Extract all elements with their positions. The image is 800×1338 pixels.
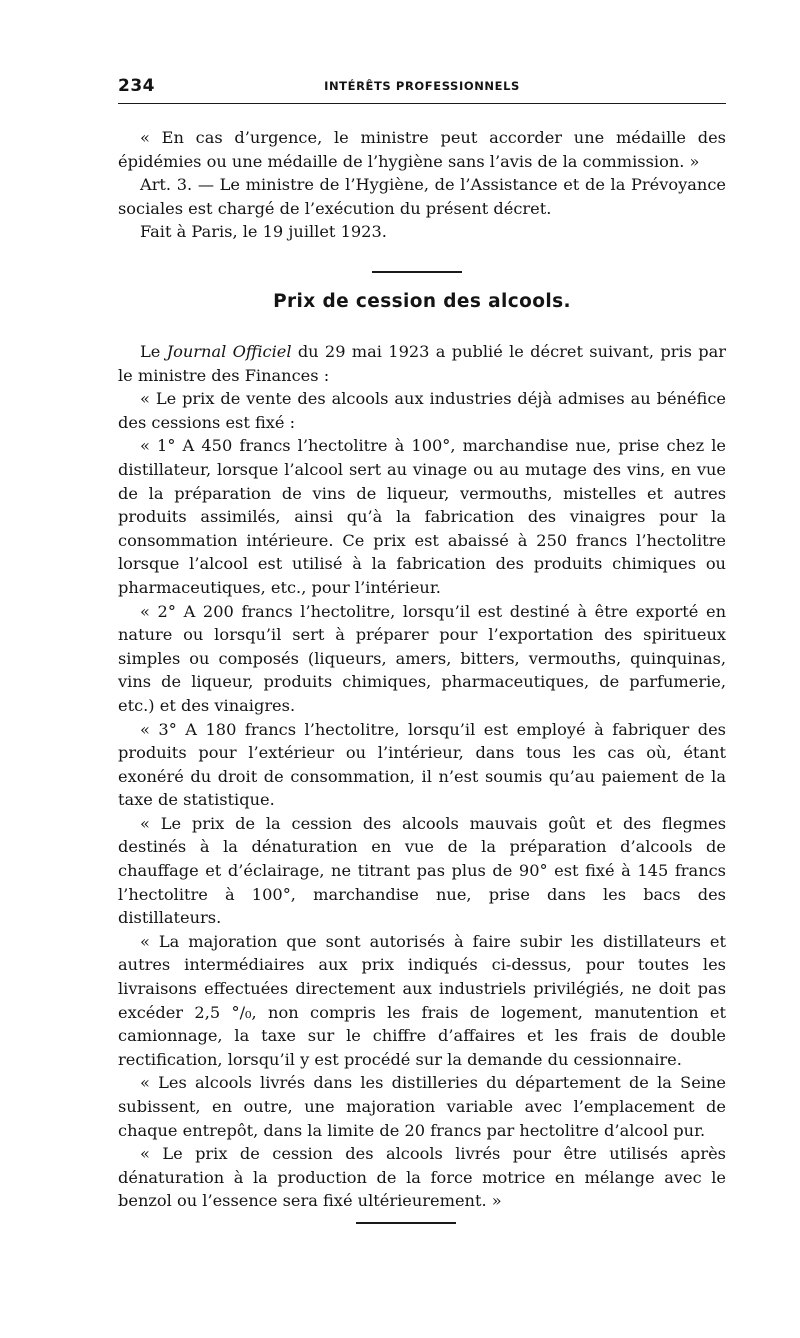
- intro-paragraph: [118, 340, 726, 387]
- section-divider: [372, 271, 462, 273]
- paragraph: Fait à Paris, le 19 juillet 1923.: [140, 222, 387, 242]
- paragraph: « Le prix de cession des alcools livrés pour être utilisés après dénaturation à la production de la force motrice en mélange avec le benzol ou l’essence sera fixé ultérieurement. »: [118, 1144, 726, 1211]
- intro-rest: du 29 mai 1923 a publié le décret suivant, pris par le ministre des Finances :: [118, 342, 726, 385]
- page-header: [118, 76, 726, 100]
- paragraph: « Les alcools livrés dans les distilleries du département de la Seine subissent, en outre, une majoration variable avec l’emplacement de chaque entrepôt, dans la limite de 20 francs par hectolitre d’alcool pur.: [118, 1073, 726, 1140]
- page-number: 234: [118, 76, 155, 96]
- section-title: Prix de cession des alcools.: [273, 291, 571, 312]
- header-rule: [118, 103, 726, 104]
- intro-lead: Le: [140, 342, 167, 361]
- paragraph: « 1° A 450 francs l’hectolitre à 100°, marchandise nue, prise chez le distillateur, lorsque l’alcool sert au vinage ou au mutage des vins, en vue de la préparation de vins de liqueur, vermouths, mistelles et autres produits assimilés, ainsi qu’à la fabrication des vinaigres pour la consommation intérieure. Ce prix est abaissé à 250 francs l’hectolitre lorsque l’alcool est utilisé à la fabrication des produits chimiques ou pharmaceutiques, etc., pour l’intérieur.: [118, 436, 726, 597]
- paragraph: « La majoration que sont autorisés à faire subir les distillateurs et autres intermédiaires aux prix indiqués ci-dessus, pour toutes les livraisons effectuées directement aux industriels privilégiés, ne doit pas excéder 2,5 °/₀, non compris les frais de logement, manutention et camionnage, la taxe sur le chiffre d’affaires et les frais de double rectification, lorsqu’il y est procédé sur la demande du cessionnaire.: [118, 931, 726, 1069]
- paragraph: « En cas d’urgence, le ministre peut accorder une médaille des épidémies ou une médaille de l’hygiène sans l’avis de la commission. »: [118, 128, 726, 171]
- journal-title: Journal Officiel: [166, 342, 292, 361]
- paragraph: « 2° A 200 francs l’hectolitre, lorsqu’il est destiné à être exporté en nature ou lorsqu’il sert à préparer pour l’exportation des spiritueux simples ou composés (liqueurs, amers, bitters, vermouths, quinquinas, vins de liqueur, produits chimiques, pharmaceutiques, de parfumerie, etc.) et des vinaigres.: [118, 601, 726, 715]
- paragraph: « 3° A 180 francs l’hectolitre, lorsqu’il est employé à fabriquer des produits pour l’extérieur ou l’intérieur, dans tous les cas où, étant exonéré du droit de consommation, il n’est soumis qu’au paiement de la taxe de statistique.: [118, 719, 726, 810]
- running-head: INTÉRÊTS PROFESSIONNELS: [324, 79, 520, 93]
- section-body: [118, 340, 726, 1213]
- end-rule: [356, 1222, 456, 1224]
- paragraph: « Le prix de vente des alcools aux industries déjà admises au bénéfice des cessions est fixé :: [118, 389, 726, 432]
- paragraph: Art. 3. — Le ministre de l’Hygiène, de l’Assistance et de la Prévoyance sociales est chargé de l’exécution du présent décret.: [118, 175, 726, 218]
- decree-conclusion: [118, 126, 726, 244]
- paragraph: « Le prix de la cession des alcools mauvais goût et des flegmes destinés à la dénaturation en vue de la préparation d’alcools de chauffage et d’éclairage, ne titrant pas plus de 90° est fixé à 145 francs l’hectolitre à 100°, marchandise nue, prise dans les bacs des distillateurs.: [118, 813, 726, 928]
